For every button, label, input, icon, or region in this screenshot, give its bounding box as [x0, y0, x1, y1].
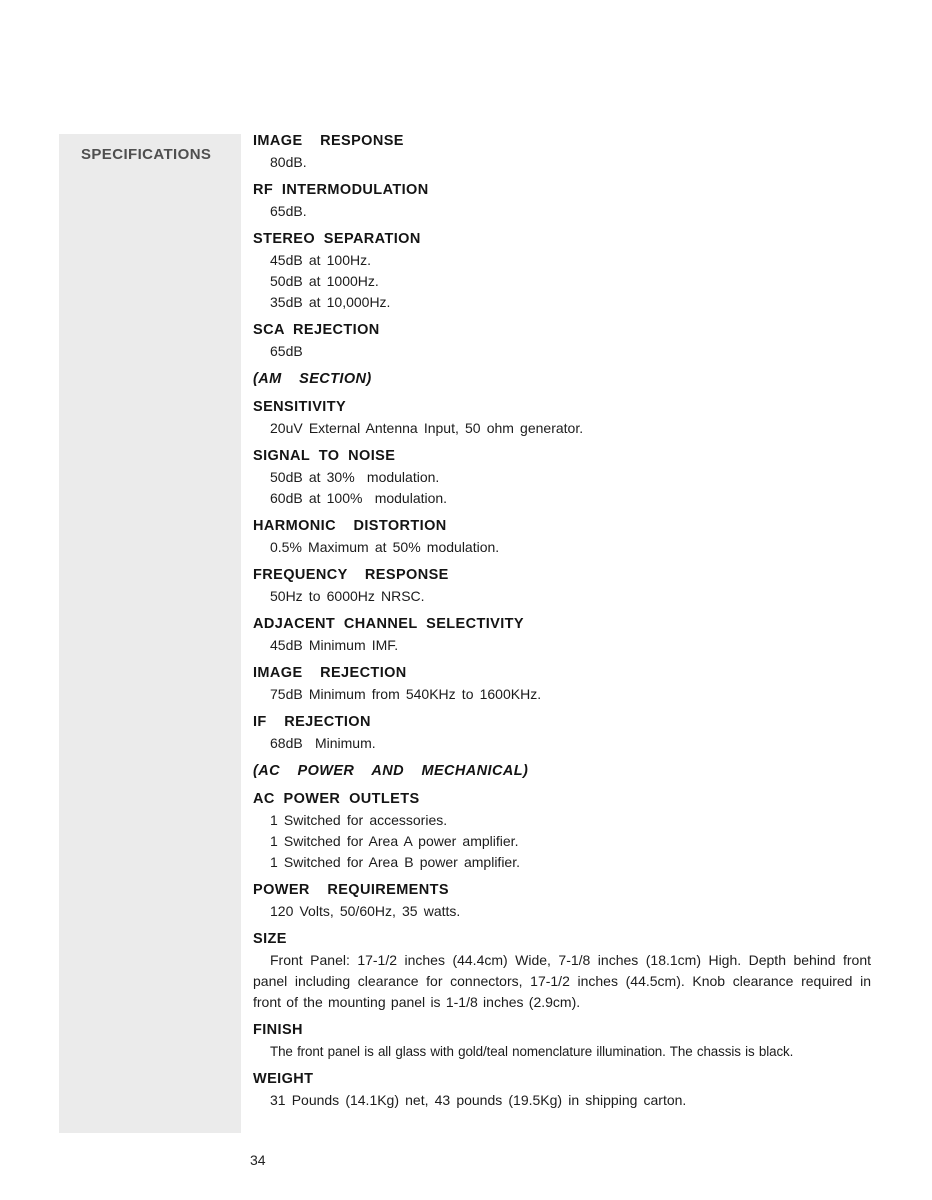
section-heading: IMAGE REJECTION [253, 665, 407, 681]
section-line: 0.5% Maximum at 50% modulation. [270, 539, 500, 555]
section-heading: AC POWER OUTLETS [253, 791, 420, 807]
spec-section [253, 320, 871, 362]
section-line: The front panel is all glass with gold/teal nomenclature illumination. The chassis is black. [270, 1044, 794, 1059]
spec-section [253, 446, 871, 509]
page-number: 34 [250, 1152, 266, 1168]
section-heading: (AM SECTION) [253, 371, 372, 387]
section-line: 68dB Minimum. [270, 735, 376, 751]
section-heading: SCA REJECTION [253, 322, 380, 338]
specifications-title: SPECIFICATIONS [81, 146, 212, 163]
section-line: 1 Switched for Area A power amplifier. [270, 833, 519, 849]
section-heading: SIZE [253, 931, 287, 947]
spec-section [253, 789, 871, 873]
spec-section [253, 131, 871, 173]
specifications-sidebar [59, 134, 241, 1133]
spec-sections [253, 131, 871, 1118]
section-heading: RF INTERMODULATION [253, 182, 429, 198]
section-line: 20uV External Antenna Input, 50 ohm generator. [270, 420, 584, 436]
section-line: 65dB. [270, 203, 307, 219]
spec-section [253, 369, 871, 390]
section-heading: SIGNAL TO NOISE [253, 448, 396, 464]
section-line: 50dB at 30% modulation. [270, 469, 440, 485]
section-line: 60dB at 100% modulation. [270, 490, 448, 506]
section-heading: STEREO SEPARATION [253, 231, 421, 247]
spec-section [253, 663, 871, 705]
section-heading: WEIGHT [253, 1071, 314, 1087]
spec-section [253, 397, 871, 439]
section-heading: POWER REQUIREMENTS [253, 882, 449, 898]
section-line: 50Hz to 6000Hz NRSC. [270, 588, 425, 604]
section-line: 45dB Minimum IMF. [270, 637, 399, 653]
section-paragraph: Front Panel: 17-1/2 inches (44.4cm) Wide, 7-1/8 inches (18.1cm) High. Depth behind front panel including clearance for connectors, 17-1/2 inches (44.5cm). Knob clearance required in front of the mounting panel is 1-1/8 inches (2.9cm). [253, 952, 871, 1010]
section-line: 1 Switched for Area B power amplifier. [270, 854, 520, 870]
spec-section [253, 516, 871, 558]
section-line: 75dB Minimum from 540KHz to 1600KHz. [270, 686, 542, 702]
section-line: 50dB at 1000Hz. [270, 273, 379, 289]
section-heading: (AC POWER AND MECHANICAL) [253, 763, 529, 779]
section-heading: SENSITIVITY [253, 399, 347, 415]
section-heading: IF REJECTION [253, 714, 371, 730]
spec-section [253, 880, 871, 922]
spec-section [253, 614, 871, 656]
spec-section [253, 565, 871, 607]
section-line: 120 Volts, 50/60Hz, 35 watts. [270, 903, 461, 919]
spec-section [253, 1069, 871, 1111]
spec-section [253, 180, 871, 222]
section-heading: ADJACENT CHANNEL SELECTIVITY [253, 616, 524, 632]
section-line: 1 Switched for accessories. [270, 812, 448, 828]
spec-section [253, 761, 871, 782]
section-heading: FINISH [253, 1022, 303, 1038]
spec-section [253, 1020, 871, 1062]
section-line: 45dB at 100Hz. [270, 252, 371, 268]
section-heading: FREQUENCY RESPONSE [253, 567, 449, 583]
section-line: 65dB [270, 343, 303, 359]
section-line: 31 Pounds (14.1Kg) net, 43 pounds (19.5Kg) in shipping carton. [270, 1092, 687, 1108]
spec-section [253, 929, 871, 1013]
spec-section [253, 229, 871, 313]
section-line: 80dB. [270, 154, 307, 170]
spec-section [253, 712, 871, 754]
section-heading: IMAGE RESPONSE [253, 133, 404, 149]
section-heading: HARMONIC DISTORTION [253, 518, 447, 534]
section-line: 35dB at 10,000Hz. [270, 294, 391, 310]
